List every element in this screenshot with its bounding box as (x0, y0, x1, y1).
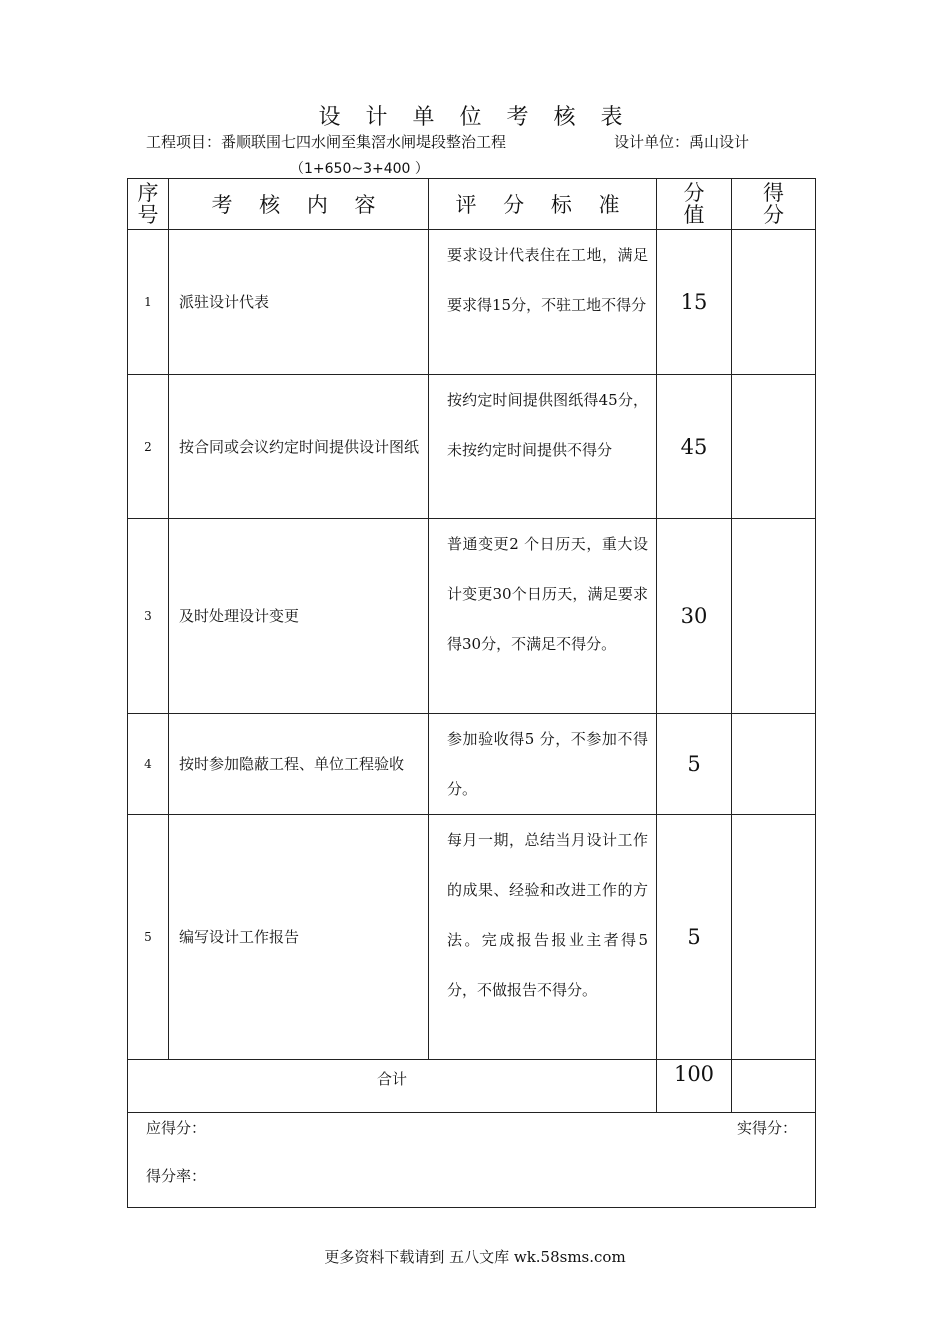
table-row (128, 375, 816, 519)
row-score-cell[interactable] (732, 815, 816, 1060)
row-seq: 3 (128, 519, 169, 714)
row-content: 按时参加隐蔽工程、单位工程验收 (169, 714, 429, 815)
total-value: 100 (657, 1060, 732, 1113)
row-score-cell[interactable] (732, 714, 816, 815)
row-standard: 每月一期，总结当月设计工作的成果、经验和改进工作的方法。完成报告报业主者得5 分，不做报告不得分。 (429, 815, 657, 1060)
row-seq: 2 (128, 375, 169, 519)
table-row (128, 519, 816, 714)
header-content: 考 核 内 容 (169, 179, 429, 230)
row-score-cell[interactable] (732, 375, 816, 519)
total-score-cell[interactable] (732, 1060, 816, 1113)
header-seq: 序 号 (128, 179, 169, 230)
row-value: 45 (657, 375, 732, 519)
row-seq: 4 (128, 714, 169, 815)
footer-row (128, 1113, 816, 1208)
row-content: 及时处理设计变更 (169, 519, 429, 714)
total-label: 合计 (128, 1060, 657, 1113)
row-standard: 普通变更2 个日历天，重大设计变更30个日历天，满足要求得30分，不满足不得分。 (429, 519, 657, 714)
table-row (128, 230, 816, 375)
row-standard: 按约定时间提供图纸得45分，未按约定时间提供不得分 (429, 375, 657, 519)
row-value: 5 (657, 815, 732, 1060)
table-row (128, 714, 816, 815)
header-standard: 评 分 标 准 (429, 179, 657, 230)
row-content: 编写设计工作报告 (169, 815, 429, 1060)
row-standard: 要求设计代表住在工地，满足要求得15分，不驻工地不得分 (429, 230, 657, 375)
design-unit: 设计单位：禹山设计 (614, 133, 750, 151)
table-row (128, 815, 816, 1060)
header-score: 得 分 (732, 179, 816, 230)
score-rate-label: 得分率： (146, 1167, 207, 1185)
should-score-label: 应得分： (146, 1119, 207, 1137)
header-value: 分 值 (657, 179, 732, 230)
actual-score-label: 实得分： (736, 1119, 797, 1137)
total-row (128, 1060, 816, 1113)
row-score-cell[interactable] (732, 519, 816, 714)
assessment-table (127, 178, 816, 1208)
row-value: 15 (657, 230, 732, 375)
footer-cell (128, 1113, 816, 1208)
project-name: 工程项目：番顺联围七四水闸至集滘水闸堤段整治工程 (146, 133, 507, 151)
row-standard: 参加验收得5 分，不参加不得分。 (429, 714, 657, 815)
row-content: 派驻设计代表 (169, 230, 429, 375)
row-seq: 5 (128, 815, 169, 1060)
row-value: 30 (657, 519, 732, 714)
row-content: 按合同或会议约定时间提供设计图纸 (169, 375, 429, 519)
row-seq: 1 (128, 230, 169, 375)
row-value: 5 (657, 714, 732, 815)
page-footer: 更多资料下载请到 五八文库 wk.58sms.com (324, 1248, 626, 1266)
header-row (128, 179, 816, 230)
project-range: （1+650~3+400 ） (290, 161, 429, 177)
row-score-cell[interactable] (732, 230, 816, 375)
document-title: 设 计 单 位 考 核 表 (318, 105, 632, 130)
